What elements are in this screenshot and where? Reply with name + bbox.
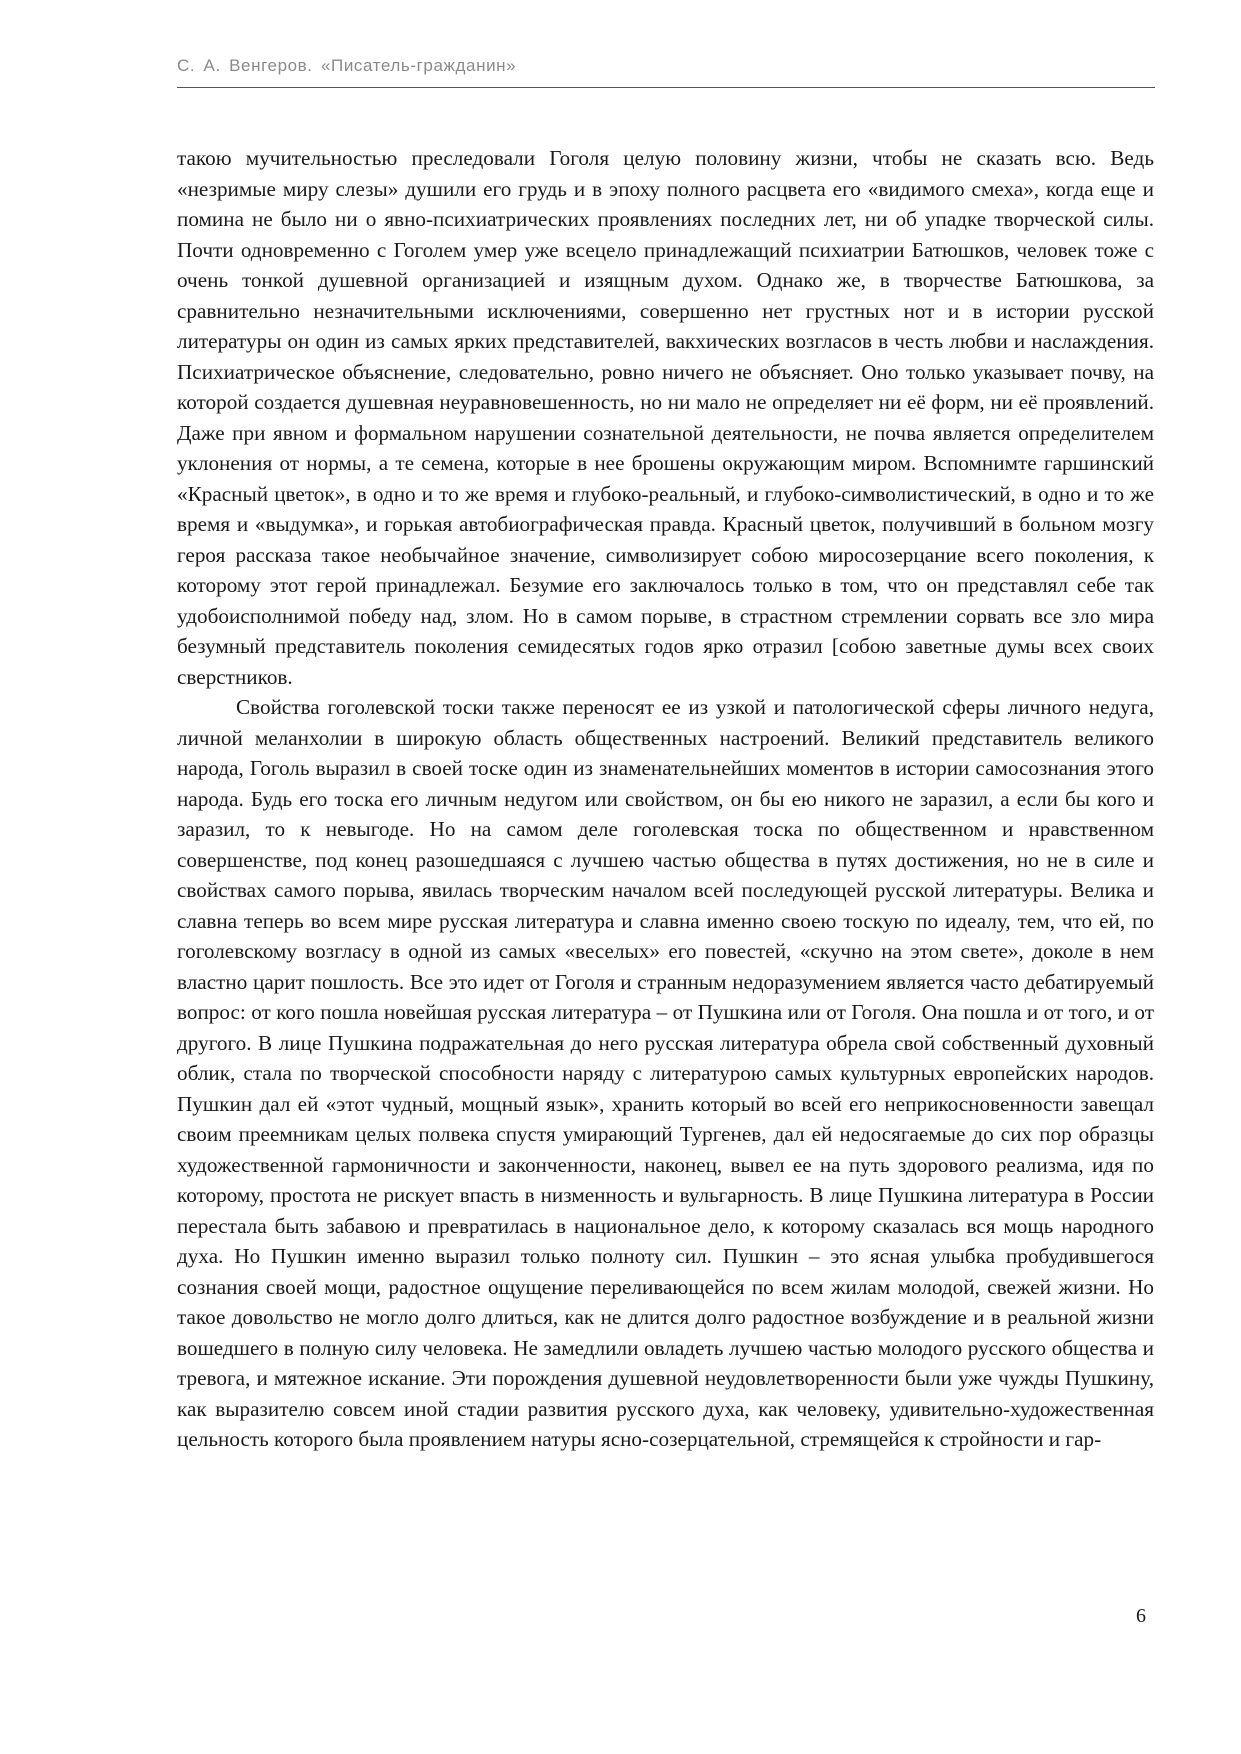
running-header: С. А. Венгеров. «Писатель-гражданин» bbox=[177, 56, 517, 75]
paragraph: Свойства гоголевской тоски также переносят ее из узкой и патологической сферы личного недуга, личной меланхолии в широкую область общественных настроений. Великий представитель великого народа, Гоголь выразил в своей тоске один из знаменательнейших моментов в истории самосознания этого народа. Будь его тоска его личным недугом или свойством, он бы ею никого не заразил, а если бы кого и заразил, то к невыгоде. Но на самом деле гоголевская тоска по общественном и нравственном совершенстве, под конец разошедшаяся с лучшею частью общества в путях достижения, но не в силе и свойствах самого порыва, явилась творческим началом всей последующей русской литературы. Велика и славна теперь во всем мире русская литература и славна именно своею тоскую по идеалу, тем, что ей, по гоголевскому возгласу в одной из самых «веселых» его повестей, «скучно на этом свете», доколе в нем властно царит пошлость. Все это идет от Гоголя и странным недоразумением является часто дебатируемый вопрос: от кого пошла новейшая русская литература – от Пушкина или от Гоголя. Она пошла и от того, и от другого. В лице Пушкина подражательная до него русская литература обрела свой собственный духовный облик, стала по творческой способности наряду с литературою самых культурных европейских народов. Пушкин дал ей «этот чудный, мощный язык», хранить который во всей его неприкосновенности завещал своим преемникам целых полвека спустя умирающий Тургенев, дал ей недосягаемые до сих пор образцы художественной гармоничности и законченности, наконец, вывел ее на путь здорового реализма, идя по которому, простота не рискует впасть в низменность и вульгарность. В лице Пушкина литература в России перестала быть забавою и превратилась в национальное дело, к которому сказалась вся мощь народного духа. Но Пушкин именно выразил только полноту сил. Пушкин – это ясная улыбка пробудившегося сознания своей мощи, радостное ощущение переливающейся по всем жилам молодой, свежей жизни. Но такое довольство не могло долго длиться, как не длится долго радостное возбуждение и в реальной жизни вошедшего в полную силу человека. Не замедлили овладеть лучшею частью молодого русского общества и тревога, и мятежное искание. Эти порождения душевной неудовлетворенности были уже чужды Пушкину, как выразителю совсем иной стадии развития русского духа, как человеку, удивительно-художественная цельность которого была проявлением натуры ясно-созерцательной, стремящейся к стройности и гар- bbox=[177, 695, 1154, 1451]
page-number: 6 bbox=[1136, 1605, 1146, 1627]
paragraph: такою мучительностью преследовали Гоголя целую половину жизни, чтобы не сказать всю. Ведь «незримые миру слезы» душили его грудь и в эпоху полного расцвета его «видимого смеха», когда еще и помина не было ни о явно-психиатрических проявлениях последних лет, ни об упадке творческой силы. Почти одновременно с Гоголем умер уже всецело принадлежащий психиатрии Батюшков, человек тоже с очень тонкой душевной организацией и изящным духом. Однако же, в творчестве Батюшкова, за сравнительно незначительными исключениями, совершенно нет грустных нот и в истории русской литературы он один из самых ярких представителей, вакхических возгласов в честь любви и наслаждения. Психиатрическое объяснение, следовательно, ровно ничего не объясняет. Оно только указывает почву, на которой создается душевная неуравновешенность, но ни мало не определяет ни её форм, ни её проявлений. Даже при явном и формальном нарушении сознательной деятельности, не почва является определителем уклонения от нормы, а те семена, которые в нее брошены окружающим миром. Вспомнимте гаршинский «Красный цветок», в одно и то же время и глубоко-реальный, и глубоко-символистический, в одно и то же время и «выдумка», и горькая автобиографическая правда. Красный цветок, получивший в больном мозгу героя рассказа такое необычайное значение, символизирует собою миросозерцание всего поколения, к которому этот герой принадлежал. Безумие его заключалось только в том, что он представлял себе так удобоисполнимой победу над, злом. Но в самом порыве, в страстном стремлении сорвать все зло мира безумный представитель поколения семидесятых годов ярко отразил [собою заветные думы всех своих сверстников. bbox=[177, 146, 1154, 689]
body-text bbox=[177, 143, 1154, 1455]
header-divider bbox=[177, 87, 1155, 88]
